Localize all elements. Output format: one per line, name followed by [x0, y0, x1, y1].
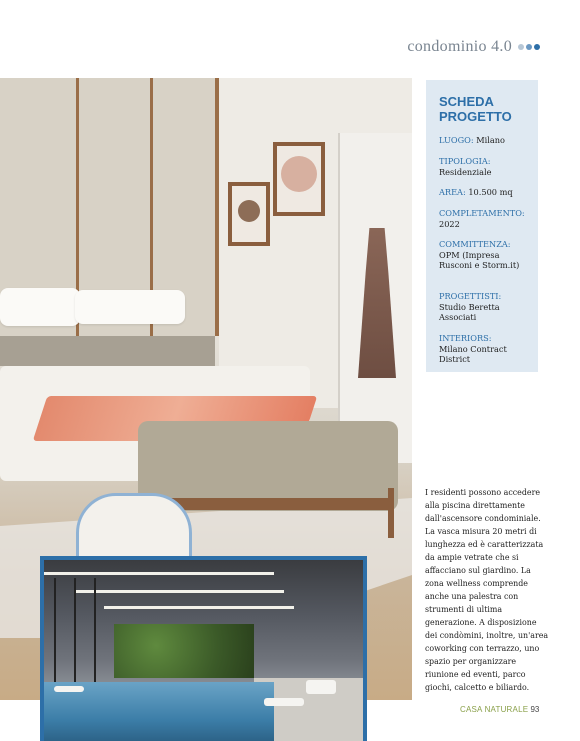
artwork-frame: [228, 182, 270, 246]
bed-headboard: [0, 336, 215, 366]
project-info-box: [426, 80, 538, 372]
window-frame: [74, 578, 76, 688]
info-item-completion: [439, 208, 534, 229]
dot-icon: [526, 44, 532, 50]
info-label: COMPLETAMENTO:: [439, 208, 525, 218]
header-dots-icon: [518, 44, 540, 50]
info-value: Residenziale: [439, 166, 492, 177]
section-title: condominio 4.0: [407, 38, 512, 55]
info-item-location: [439, 135, 534, 146]
lounger: [264, 698, 304, 706]
info-label: COMMITTENZA:: [439, 239, 511, 249]
window-frame: [54, 578, 56, 688]
info-label: LUOGO:: [439, 135, 474, 145]
info-label: AREA:: [439, 187, 466, 197]
info-value: Milano Contract District: [439, 343, 507, 364]
info-item-client: [439, 239, 523, 271]
info-item-type: [439, 156, 534, 177]
section-header: [407, 38, 540, 56]
armchair: [306, 680, 336, 694]
page-number: 93: [530, 705, 540, 714]
bench-leg: [388, 488, 394, 538]
info-value: 10.500 mq: [468, 187, 513, 197]
info-label: PROGETTISTI:: [439, 291, 502, 301]
magazine-name: CASA NATURALE: [460, 705, 529, 714]
ceiling-light: [104, 606, 294, 609]
dot-icon: [534, 44, 540, 50]
info-item-area: [439, 187, 534, 198]
page-footer: [460, 705, 539, 714]
info-label: TIPOLOGIA:: [439, 156, 491, 166]
window-frame: [94, 578, 96, 688]
lounger: [54, 686, 84, 692]
info-value: 2022: [439, 218, 460, 229]
artwork-circle: [281, 156, 317, 192]
info-value: OPM (Impresa Rusconi e Storm.it): [439, 249, 520, 270]
info-item-designers: [439, 291, 523, 323]
article-body-text: I residenti possono accedere alla piscina direttamente dall'ascensore condominiale. La vasca misura 20 metri di lunghezza ed è caratterizzata da ampie vetrate che si affacciano sul giardino. La zona wellness comprende anche una palestra con strumenti di ultima generazione. A disposizione dei condòmini, inoltre, un'area coworking con terrazzo, uno spazio per organizzare riunione ed eventi, parco giochi, calcetto e biliardo.: [425, 488, 549, 692]
vertical-garden: [114, 624, 254, 678]
pillow: [75, 290, 185, 324]
info-label: INTERIORS:: [439, 333, 492, 343]
artwork-circle: [238, 200, 260, 222]
info-title: SCHEDA PROGETTO: [439, 94, 512, 124]
info-value: Studio Beretta Associati: [439, 301, 500, 322]
dot-icon: [518, 44, 524, 50]
pillow: [0, 288, 80, 326]
pool-photo: [40, 556, 367, 741]
ceiling-light: [74, 590, 284, 593]
info-value: Milano: [476, 135, 505, 145]
ceiling-light: [44, 572, 274, 575]
artwork-frame: [273, 142, 325, 216]
info-item-interiors: [439, 333, 523, 365]
bench-frame: [150, 498, 390, 510]
